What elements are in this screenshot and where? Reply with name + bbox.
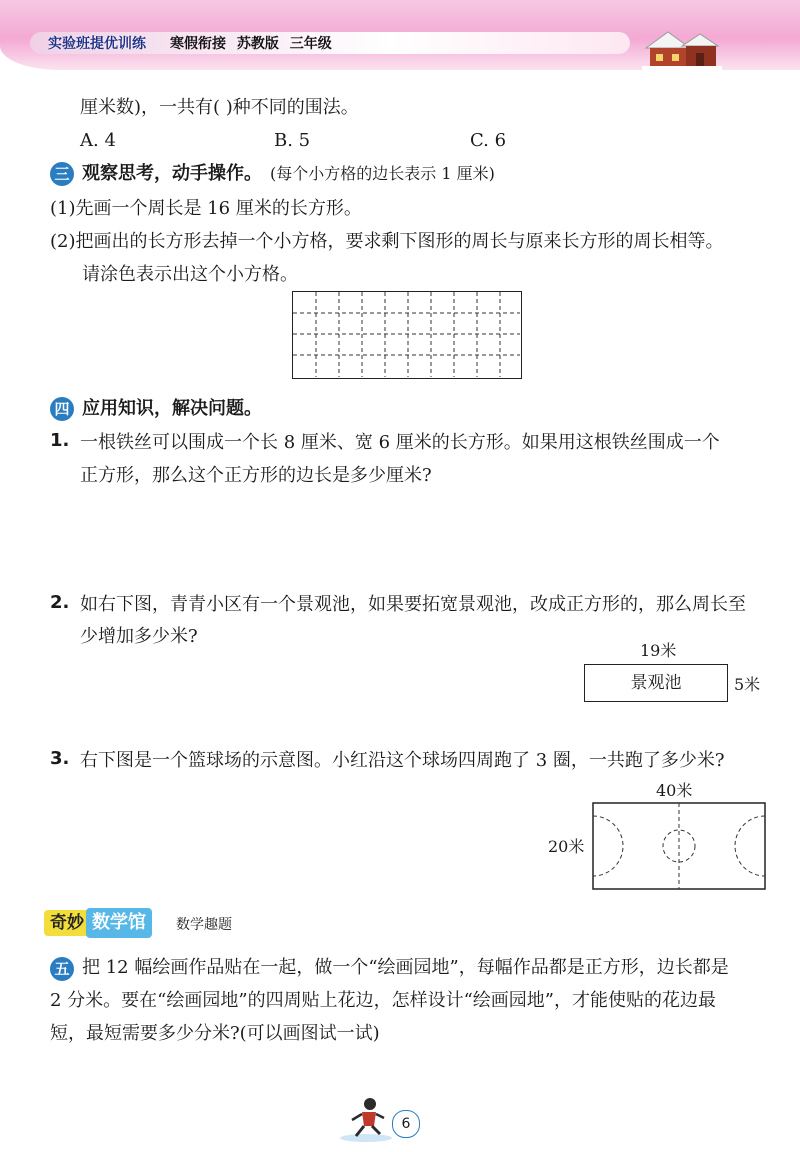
court-width-label: 20米 [548, 837, 585, 856]
section-3-note: (每个小方格的边长表示 1 厘米) [270, 164, 495, 183]
house-icon [642, 26, 722, 70]
option-a: A. 4 [80, 130, 116, 151]
pool-length-label: 19米 [640, 641, 677, 660]
question-3-line-1: 右下图是一个篮球场的示意图。小红沿这个球场四周跑了 3 圈，一共跑了多少米? [80, 750, 725, 771]
court-length-label: 40米 [656, 781, 693, 800]
dotted-grid[interactable] [292, 291, 522, 379]
section-3-title: 观察思考，动手操作。 [82, 163, 262, 184]
question-2-line-2: 少增加多少米? [80, 626, 198, 647]
fun-banner-right: 数学馆 [86, 908, 152, 938]
basketball-court-diagram [592, 802, 766, 890]
question-2-line-1: 如右下图，青青小区有一个景观池，如果要拓宽景观池，改成正方形的，那么周长至 [80, 594, 746, 615]
option-c: C. 6 [470, 130, 507, 151]
section-3-badge: 三 [50, 162, 74, 186]
fun-subtitle: 数学趣题 [176, 917, 232, 933]
pool-width-label: 5米 [734, 675, 761, 694]
pool-rectangle: 景观池 [584, 664, 728, 702]
question-2-number: 2. [50, 592, 70, 613]
grid-lines [293, 292, 520, 377]
fun-banner-left: 奇妙 [44, 910, 90, 936]
section-3-item-2-line-2: 请涂色表示出这个小方格。 [82, 264, 298, 285]
page-number: 6 [392, 1110, 420, 1138]
series-title: 实验班提优训练 [48, 36, 146, 52]
section-5-badge: 五 [50, 957, 74, 981]
section-5-line-1: 把 12 幅绘画作品贴在一起，做一个“绘画园地”，每幅作品都是正方形，边长都是 [82, 957, 729, 978]
section-5-line-3: 短，最短需要多少分米?(可以画图试一试) [50, 1023, 380, 1044]
skater-icon [338, 1094, 394, 1144]
section-5-line-2: 2 分米。要在“绘画园地”的四周贴上花边，怎样设计“绘画园地”，才能使贴的花边最 [50, 990, 716, 1011]
question-3-number: 3. [50, 748, 70, 769]
section-3-item-1: (1)先画一个周长是 16 厘米的长方形。 [50, 198, 362, 219]
section-3-item-2-line-1: (2)把画出的长方形去掉一个小方格，要求剩下图形的周长与原来长方形的周长相等。 [50, 231, 724, 252]
header-info: 寒假衔接 苏教版 三年级 [170, 36, 332, 52]
question-1-line-1: 一根铁丝可以围成一个长 8 厘米、宽 6 厘米的长方形。如果用这根铁丝围成一个 [80, 432, 720, 453]
option-b: B. 5 [274, 130, 311, 151]
section-4-title: 应用知识，解决问题。 [82, 398, 262, 419]
intro-line: 厘米数)，一共有( )种不同的围法。 [80, 97, 359, 118]
section-4-badge: 四 [50, 397, 74, 421]
question-1-line-2: 正方形，那么这个正方形的边长是多少厘米? [80, 465, 432, 486]
question-1-number: 1. [50, 430, 70, 451]
